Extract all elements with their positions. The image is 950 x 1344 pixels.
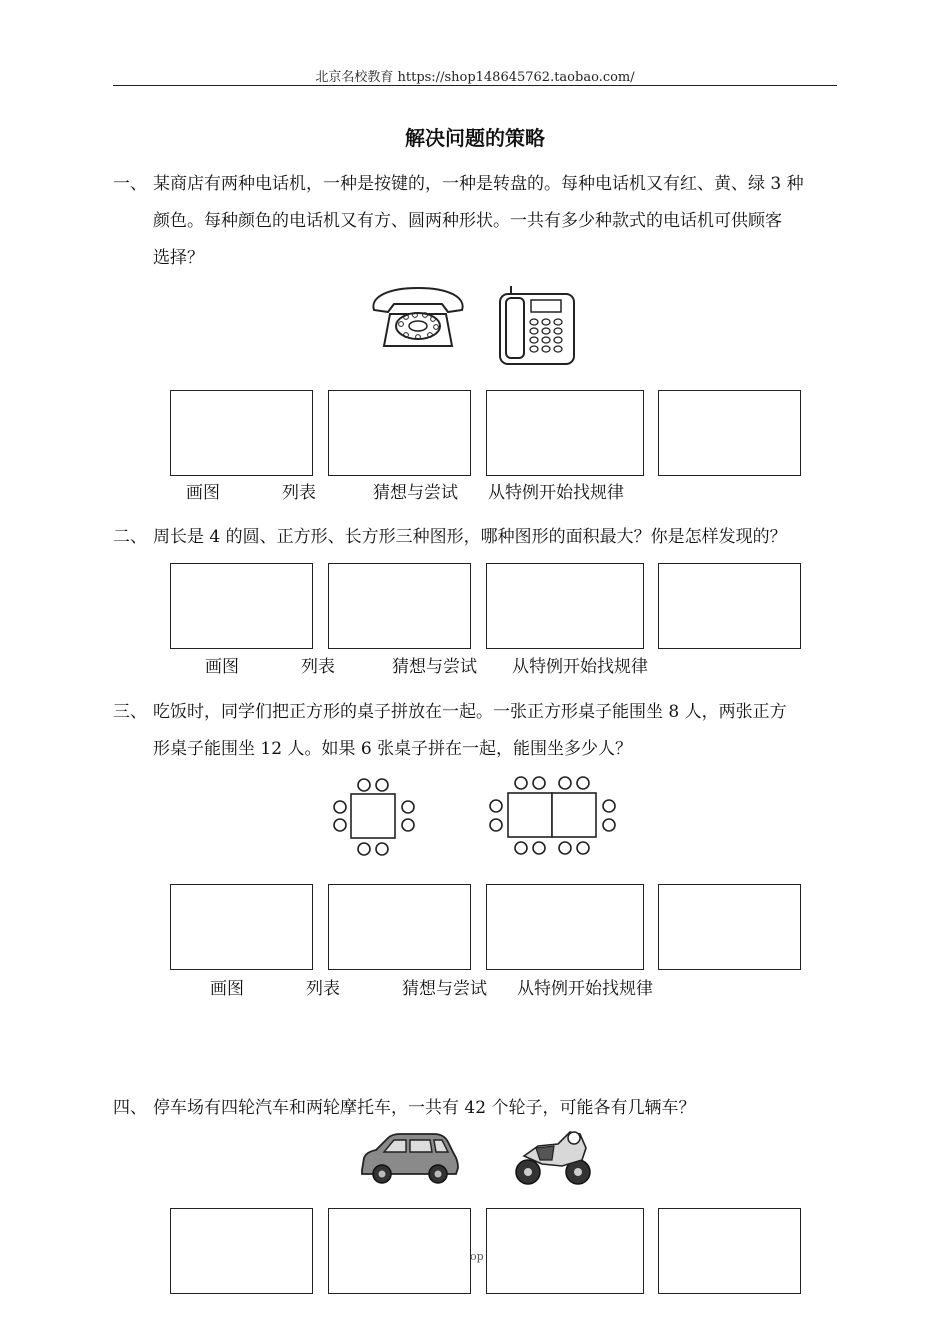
page-title: 解决问题的策略 (405, 126, 545, 150)
motorcycle-icon (514, 1126, 594, 1190)
keypad-phone-icon (497, 284, 577, 366)
strategy-label: 画图 (205, 657, 239, 677)
question-3: 三、 吃饭时，同学们把正方形的桌子拼放在一起。一张正方形桌子能围坐 8 人，两张正方 形桌子能围坐 12 人。如果 6 张桌子拼在一起，能围坐多少人？ (113, 702, 787, 759)
answer-box[interactable] (486, 884, 644, 970)
two-tables-icon (486, 774, 620, 858)
strategy-label: 列表 (306, 979, 340, 999)
answer-box[interactable] (486, 390, 644, 476)
strategy-label: 从特例开始找规律 (488, 483, 624, 503)
header-rule (113, 85, 837, 86)
answer-box[interactable] (170, 563, 313, 649)
answer-box[interactable] (328, 390, 471, 476)
answer-box[interactable] (658, 884, 801, 970)
answer-box[interactable] (328, 1208, 471, 1294)
answer-box[interactable] (658, 390, 801, 476)
rotary-phone-icon (368, 284, 468, 350)
answer-box[interactable] (170, 390, 313, 476)
car-icon (358, 1132, 462, 1186)
answer-box[interactable] (486, 1208, 644, 1294)
answer-box[interactable] (486, 563, 644, 649)
footer-fragment: op (470, 1250, 484, 1263)
question-1: 一、 某商店有两种电话机，一种是按键的，一种是转盘的。每种电话机又有红、黄、绿 3 种 颜色。每种颜色的电话机又有方、圆两种形状。一共有多少种款式的电话机可供顾客 选择？ (113, 174, 804, 268)
one-table-icon (330, 776, 420, 860)
strategy-label: 画图 (186, 483, 220, 503)
page-header: 北京名校教育 https://shop148645762.taobao.com/ (315, 70, 635, 85)
question-4: 四、 停车场有四轮汽车和两轮摩托车，一共有 42 个轮子，可能各有几辆车？ (113, 1098, 696, 1118)
answer-box[interactable] (658, 563, 801, 649)
answer-box[interactable] (658, 1208, 801, 1294)
strategy-label: 列表 (301, 657, 335, 677)
strategy-label: 画图 (210, 979, 244, 999)
strategy-label: 列表 (282, 483, 316, 503)
answer-box[interactable] (328, 563, 471, 649)
strategy-label: 猜想与尝试 (392, 657, 477, 677)
strategy-label: 从特例开始找规律 (512, 657, 648, 677)
answer-box[interactable] (170, 884, 313, 970)
strategy-label: 猜想与尝试 (402, 979, 487, 999)
strategy-label: 猜想与尝试 (373, 483, 458, 503)
answer-box[interactable] (170, 1208, 313, 1294)
question-2: 二、 周长是 4 的圆、正方形、长方形三种图形，哪种图形的面积最大？你是怎样发现的？ (113, 527, 787, 547)
answer-box[interactable] (328, 884, 471, 970)
strategy-label: 从特例开始找规律 (517, 979, 653, 999)
